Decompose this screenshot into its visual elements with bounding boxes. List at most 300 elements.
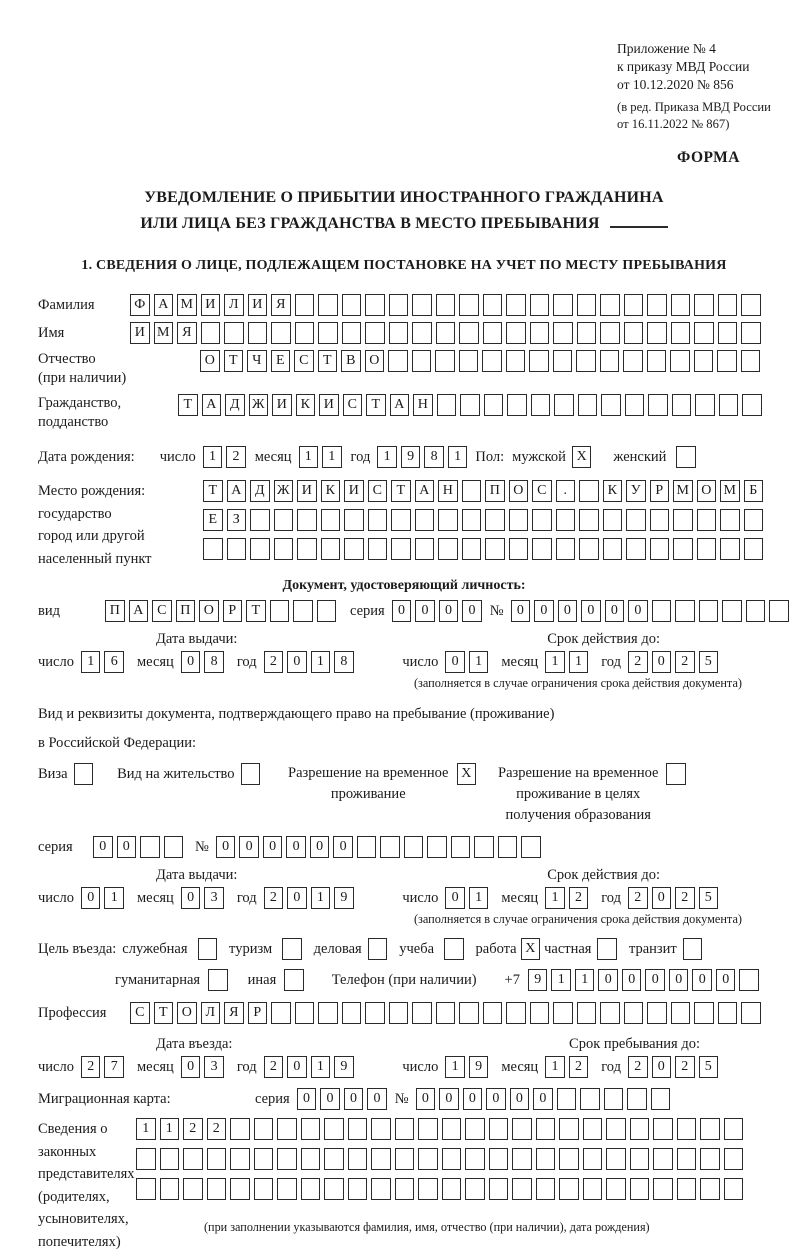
char-box[interactable]: 7	[104, 1056, 124, 1078]
char-box[interactable]	[348, 1178, 368, 1200]
char-box[interactable]	[412, 294, 432, 316]
char-box[interactable]	[744, 538, 764, 560]
char-box[interactable]: О	[199, 600, 219, 622]
char-box[interactable]: Ж	[249, 394, 269, 416]
char-box[interactable]: Т	[178, 394, 198, 416]
char-box[interactable]	[769, 600, 789, 622]
char-box[interactable]	[556, 538, 576, 560]
char-box[interactable]	[474, 836, 494, 858]
char-box[interactable]	[671, 1002, 691, 1024]
char-box[interactable]	[580, 1088, 600, 1110]
char-box[interactable]	[321, 509, 341, 531]
char-box[interactable]	[418, 1178, 438, 1200]
char-box[interactable]	[271, 322, 291, 344]
char-box[interactable]: 0	[81, 887, 101, 909]
char-box[interactable]	[183, 1148, 203, 1170]
char-box[interactable]: 2	[675, 887, 695, 909]
char-box[interactable]: 1	[569, 651, 589, 673]
char-box[interactable]	[357, 836, 377, 858]
char-box[interactable]	[485, 538, 505, 560]
char-box[interactable]	[230, 1178, 250, 1200]
char-box[interactable]	[647, 350, 667, 372]
char-box[interactable]: О	[509, 480, 529, 502]
char-box[interactable]	[509, 538, 529, 560]
char-box[interactable]: И	[272, 394, 292, 416]
char-box[interactable]	[297, 509, 317, 531]
char-box[interactable]	[578, 394, 598, 416]
char-box[interactable]: М	[154, 322, 174, 344]
char-box[interactable]	[160, 1178, 180, 1200]
char-box[interactable]: 0	[287, 1056, 307, 1078]
char-box[interactable]	[250, 538, 270, 560]
char-box[interactable]: К	[321, 480, 341, 502]
purpose-study-checkbox[interactable]	[444, 938, 464, 960]
char-box[interactable]: 1	[545, 1056, 565, 1078]
char-box[interactable]	[625, 394, 645, 416]
char-box[interactable]: 0	[415, 600, 435, 622]
char-box[interactable]	[583, 1148, 603, 1170]
char-box[interactable]	[459, 294, 479, 316]
char-box[interactable]	[626, 509, 646, 531]
char-box[interactable]: 2	[264, 1056, 284, 1078]
char-box[interactable]: 9	[334, 1056, 354, 1078]
char-box[interactable]	[140, 836, 160, 858]
char-box[interactable]: 9	[528, 969, 548, 991]
residence-permit-checkbox[interactable]	[241, 763, 261, 785]
char-box[interactable]: 0	[581, 600, 601, 622]
char-box[interactable]	[553, 1002, 573, 1024]
char-box[interactable]	[301, 1148, 321, 1170]
purpose-humanitarian-checkbox[interactable]	[208, 969, 228, 991]
char-box[interactable]	[556, 509, 576, 531]
char-box[interactable]	[623, 350, 643, 372]
char-box[interactable]: 1	[469, 651, 489, 673]
char-box[interactable]	[648, 394, 668, 416]
char-box[interactable]	[295, 294, 315, 316]
char-box[interactable]	[230, 1118, 250, 1140]
char-box[interactable]: 1	[136, 1118, 156, 1140]
char-box[interactable]	[371, 1178, 391, 1200]
char-box[interactable]: .	[556, 480, 576, 502]
char-box[interactable]	[700, 1118, 720, 1140]
char-box[interactable]: 1	[81, 651, 101, 673]
char-box[interactable]: 5	[699, 651, 719, 673]
char-box[interactable]: 2	[569, 1056, 589, 1078]
char-box[interactable]	[136, 1148, 156, 1170]
char-box[interactable]	[270, 600, 290, 622]
char-box[interactable]	[741, 1002, 761, 1024]
char-box[interactable]: 0	[392, 600, 412, 622]
char-box[interactable]: 0	[652, 651, 672, 673]
char-box[interactable]: В	[341, 350, 361, 372]
char-box[interactable]	[317, 600, 337, 622]
char-box[interactable]: 2	[226, 446, 246, 468]
char-box[interactable]: 0	[287, 887, 307, 909]
char-box[interactable]	[301, 1178, 321, 1200]
char-box[interactable]	[404, 836, 424, 858]
char-box[interactable]	[671, 294, 691, 316]
char-box[interactable]: 2	[569, 887, 589, 909]
char-box[interactable]	[653, 1178, 673, 1200]
char-box[interactable]: 0	[652, 1056, 672, 1078]
char-box[interactable]	[389, 322, 409, 344]
char-box[interactable]	[498, 836, 518, 858]
char-box[interactable]	[274, 538, 294, 560]
char-box[interactable]	[442, 1178, 462, 1200]
char-box[interactable]: 1	[575, 969, 595, 991]
char-box[interactable]	[365, 322, 385, 344]
char-box[interactable]	[512, 1118, 532, 1140]
char-box[interactable]	[720, 509, 740, 531]
char-box[interactable]	[368, 509, 388, 531]
char-box[interactable]	[483, 1002, 503, 1024]
char-box[interactable]	[720, 538, 740, 560]
char-box[interactable]	[224, 322, 244, 344]
char-box[interactable]	[254, 1118, 274, 1140]
char-box[interactable]	[739, 969, 759, 991]
char-box[interactable]	[483, 322, 503, 344]
purpose-tourism-checkbox[interactable]	[282, 938, 302, 960]
char-box[interactable]	[677, 1178, 697, 1200]
char-box[interactable]	[577, 1002, 597, 1024]
char-box[interactable]	[554, 394, 574, 416]
char-box[interactable]: С	[368, 480, 388, 502]
char-box[interactable]: 1	[448, 446, 468, 468]
char-box[interactable]: 2	[264, 651, 284, 673]
char-box[interactable]: Н	[438, 480, 458, 502]
char-box[interactable]: И	[201, 294, 221, 316]
char-box[interactable]: Ж	[274, 480, 294, 502]
char-box[interactable]	[606, 1148, 626, 1170]
char-box[interactable]	[506, 294, 526, 316]
char-box[interactable]	[462, 509, 482, 531]
char-box[interactable]: С	[130, 1002, 150, 1024]
char-box[interactable]: Е	[203, 509, 223, 531]
char-box[interactable]: 0	[416, 1088, 436, 1110]
char-box[interactable]: 0	[297, 1088, 317, 1110]
char-box[interactable]: К	[603, 480, 623, 502]
char-box[interactable]	[583, 1118, 603, 1140]
purpose-work-checkbox[interactable]: X	[521, 938, 541, 960]
char-box[interactable]	[699, 600, 719, 622]
char-box[interactable]	[604, 1088, 624, 1110]
char-box[interactable]: Т	[366, 394, 386, 416]
char-box[interactable]	[254, 1178, 274, 1200]
char-box[interactable]	[653, 1148, 673, 1170]
char-box[interactable]: 0	[486, 1088, 506, 1110]
char-box[interactable]	[630, 1118, 650, 1140]
char-box[interactable]	[600, 1002, 620, 1024]
char-box[interactable]: И	[344, 480, 364, 502]
char-box[interactable]: 0	[320, 1088, 340, 1110]
char-box[interactable]	[427, 836, 447, 858]
char-box[interactable]: 0	[692, 969, 712, 991]
char-box[interactable]: И	[297, 480, 317, 502]
char-box[interactable]	[482, 350, 502, 372]
char-box[interactable]: 1	[203, 446, 223, 468]
char-box[interactable]	[318, 294, 338, 316]
char-box[interactable]	[694, 1002, 714, 1024]
char-box[interactable]: Я	[224, 1002, 244, 1024]
char-box[interactable]	[435, 350, 455, 372]
char-box[interactable]	[677, 1118, 697, 1140]
char-box[interactable]: 6	[104, 651, 124, 673]
char-box[interactable]: 8	[334, 651, 354, 673]
char-box[interactable]: 0	[534, 600, 554, 622]
char-box[interactable]	[532, 538, 552, 560]
char-box[interactable]	[718, 1002, 738, 1024]
char-box[interactable]	[626, 538, 646, 560]
char-box[interactable]: 1	[377, 446, 397, 468]
char-box[interactable]	[670, 350, 690, 372]
char-box[interactable]: К	[296, 394, 316, 416]
char-box[interactable]: 0	[533, 1088, 553, 1110]
purpose-official-checkbox[interactable]	[198, 938, 218, 960]
char-box[interactable]	[301, 1118, 321, 1140]
char-box[interactable]	[650, 509, 670, 531]
char-box[interactable]	[460, 394, 480, 416]
char-box[interactable]: 0	[598, 969, 618, 991]
char-box[interactable]: Д	[225, 394, 245, 416]
char-box[interactable]: 0	[239, 836, 259, 858]
char-box[interactable]: 1	[311, 887, 331, 909]
char-box[interactable]: 0	[445, 887, 465, 909]
char-box[interactable]	[462, 538, 482, 560]
char-box[interactable]: 1	[160, 1118, 180, 1140]
char-box[interactable]	[271, 1002, 291, 1024]
char-box[interactable]: 0	[181, 887, 201, 909]
char-box[interactable]	[436, 1002, 456, 1024]
char-box[interactable]	[395, 1148, 415, 1170]
char-box[interactable]	[412, 350, 432, 372]
char-box[interactable]	[459, 1002, 479, 1024]
char-box[interactable]	[438, 538, 458, 560]
sex-female-checkbox[interactable]	[676, 446, 696, 468]
char-box[interactable]: 0	[93, 836, 113, 858]
char-box[interactable]	[624, 322, 644, 344]
char-box[interactable]: И	[248, 294, 268, 316]
char-box[interactable]	[512, 1178, 532, 1200]
char-box[interactable]	[530, 322, 550, 344]
char-box[interactable]	[694, 350, 714, 372]
char-box[interactable]: 0	[216, 836, 236, 858]
char-box[interactable]	[418, 1118, 438, 1140]
char-box[interactable]	[489, 1178, 509, 1200]
char-box[interactable]	[293, 600, 313, 622]
char-box[interactable]	[365, 1002, 385, 1024]
char-box[interactable]	[324, 1178, 344, 1200]
char-box[interactable]: 0	[645, 969, 665, 991]
char-box[interactable]: М	[673, 480, 693, 502]
char-box[interactable]	[700, 1148, 720, 1170]
char-box[interactable]: 0	[181, 1056, 201, 1078]
char-box[interactable]: А	[154, 294, 174, 316]
char-box[interactable]	[201, 322, 221, 344]
purpose-transit-checkbox[interactable]	[683, 938, 703, 960]
char-box[interactable]	[462, 480, 482, 502]
char-box[interactable]	[295, 322, 315, 344]
char-box[interactable]: А	[415, 480, 435, 502]
char-box[interactable]	[677, 1148, 697, 1170]
char-box[interactable]	[254, 1148, 274, 1170]
char-box[interactable]	[718, 294, 738, 316]
char-box[interactable]	[724, 1178, 744, 1200]
char-box[interactable]	[248, 322, 268, 344]
char-box[interactable]	[722, 600, 742, 622]
char-box[interactable]: 0	[511, 600, 531, 622]
char-box[interactable]	[530, 1002, 550, 1024]
char-box[interactable]: П	[176, 600, 196, 622]
char-box[interactable]: 0	[628, 600, 648, 622]
char-box[interactable]: Т	[246, 600, 266, 622]
char-box[interactable]: 0	[181, 651, 201, 673]
char-box[interactable]: 9	[469, 1056, 489, 1078]
char-box[interactable]	[579, 509, 599, 531]
char-box[interactable]: 0	[669, 969, 689, 991]
char-box[interactable]	[532, 509, 552, 531]
char-box[interactable]	[391, 538, 411, 560]
char-box[interactable]	[741, 322, 761, 344]
char-box[interactable]: 2	[264, 887, 284, 909]
char-box[interactable]: 1	[104, 887, 124, 909]
char-box[interactable]	[318, 1002, 338, 1024]
char-box[interactable]	[559, 1118, 579, 1140]
char-box[interactable]	[274, 509, 294, 531]
char-box[interactable]	[418, 1148, 438, 1170]
char-box[interactable]	[600, 294, 620, 316]
char-box[interactable]: 9	[334, 887, 354, 909]
char-box[interactable]	[579, 480, 599, 502]
char-box[interactable]: 1	[551, 969, 571, 991]
char-box[interactable]	[675, 600, 695, 622]
char-box[interactable]: 1	[311, 1056, 331, 1078]
char-box[interactable]	[277, 1118, 297, 1140]
char-box[interactable]: М	[720, 480, 740, 502]
char-box[interactable]	[436, 322, 456, 344]
char-box[interactable]: 0	[605, 600, 625, 622]
visa-checkbox[interactable]	[74, 763, 94, 785]
char-box[interactable]	[509, 509, 529, 531]
char-box[interactable]	[557, 1088, 577, 1110]
char-box[interactable]: У	[626, 480, 646, 502]
char-box[interactable]	[603, 509, 623, 531]
char-box[interactable]: 8	[424, 446, 444, 468]
char-box[interactable]: 0	[263, 836, 283, 858]
char-box[interactable]	[277, 1148, 297, 1170]
char-box[interactable]	[136, 1178, 156, 1200]
char-box[interactable]: З	[227, 509, 247, 531]
char-box[interactable]: 0	[367, 1088, 387, 1110]
char-box[interactable]	[603, 538, 623, 560]
char-box[interactable]: 9	[401, 446, 421, 468]
char-box[interactable]	[694, 294, 714, 316]
char-box[interactable]: 0	[622, 969, 642, 991]
char-box[interactable]	[388, 350, 408, 372]
char-box[interactable]	[203, 538, 223, 560]
char-box[interactable]	[718, 322, 738, 344]
char-box[interactable]	[391, 509, 411, 531]
char-box[interactable]	[553, 350, 573, 372]
char-box[interactable]	[647, 322, 667, 344]
char-box[interactable]: 0	[287, 651, 307, 673]
char-box[interactable]: 1	[322, 446, 342, 468]
char-box[interactable]: 0	[462, 600, 482, 622]
char-box[interactable]: 1	[545, 887, 565, 909]
char-box[interactable]	[577, 294, 597, 316]
char-box[interactable]: О	[365, 350, 385, 372]
char-box[interactable]	[647, 1002, 667, 1024]
char-box[interactable]	[395, 1118, 415, 1140]
char-box[interactable]	[344, 538, 364, 560]
char-box[interactable]: 2	[628, 887, 648, 909]
char-box[interactable]: С	[294, 350, 314, 372]
char-box[interactable]	[700, 1178, 720, 1200]
char-box[interactable]	[380, 836, 400, 858]
char-box[interactable]	[579, 538, 599, 560]
char-box[interactable]: 1	[299, 446, 319, 468]
char-box[interactable]	[344, 509, 364, 531]
char-box[interactable]: 3	[204, 1056, 224, 1078]
char-box[interactable]: М	[177, 294, 197, 316]
char-box[interactable]: 1	[445, 1056, 465, 1078]
char-box[interactable]	[627, 1088, 647, 1110]
char-box[interactable]: Е	[271, 350, 291, 372]
char-box[interactable]	[741, 294, 761, 316]
char-box[interactable]	[489, 1148, 509, 1170]
char-box[interactable]	[652, 600, 672, 622]
char-box[interactable]: Р	[223, 600, 243, 622]
char-box[interactable]	[371, 1118, 391, 1140]
char-box[interactable]	[559, 1178, 579, 1200]
char-box[interactable]: Р	[650, 480, 670, 502]
char-box[interactable]: С	[532, 480, 552, 502]
char-box[interactable]	[506, 1002, 526, 1024]
char-box[interactable]	[673, 509, 693, 531]
char-box[interactable]: О	[177, 1002, 197, 1024]
char-box[interactable]	[576, 350, 596, 372]
char-box[interactable]: 0	[344, 1088, 364, 1110]
char-box[interactable]: А	[390, 394, 410, 416]
char-box[interactable]	[368, 538, 388, 560]
purpose-other-checkbox[interactable]	[284, 969, 304, 991]
char-box[interactable]: Л	[201, 1002, 221, 1024]
char-box[interactable]	[671, 322, 691, 344]
char-box[interactable]: Т	[318, 350, 338, 372]
char-box[interactable]	[321, 538, 341, 560]
char-box[interactable]: Д	[250, 480, 270, 502]
char-box[interactable]	[389, 294, 409, 316]
char-box[interactable]	[512, 1148, 532, 1170]
char-box[interactable]	[207, 1178, 227, 1200]
char-box[interactable]	[250, 509, 270, 531]
purpose-business-checkbox[interactable]	[368, 938, 388, 960]
char-box[interactable]	[442, 1148, 462, 1170]
char-box[interactable]: И	[319, 394, 339, 416]
char-box[interactable]	[436, 294, 456, 316]
char-box[interactable]	[695, 394, 715, 416]
char-box[interactable]	[227, 538, 247, 560]
char-box[interactable]	[506, 322, 526, 344]
char-box[interactable]: Р	[248, 1002, 268, 1024]
char-box[interactable]	[160, 1148, 180, 1170]
char-box[interactable]	[630, 1148, 650, 1170]
char-box[interactable]	[553, 294, 573, 316]
char-box[interactable]: 0	[510, 1088, 530, 1110]
char-box[interactable]	[583, 1178, 603, 1200]
char-box[interactable]	[650, 538, 670, 560]
char-box[interactable]	[536, 1118, 556, 1140]
char-box[interactable]	[342, 1002, 362, 1024]
